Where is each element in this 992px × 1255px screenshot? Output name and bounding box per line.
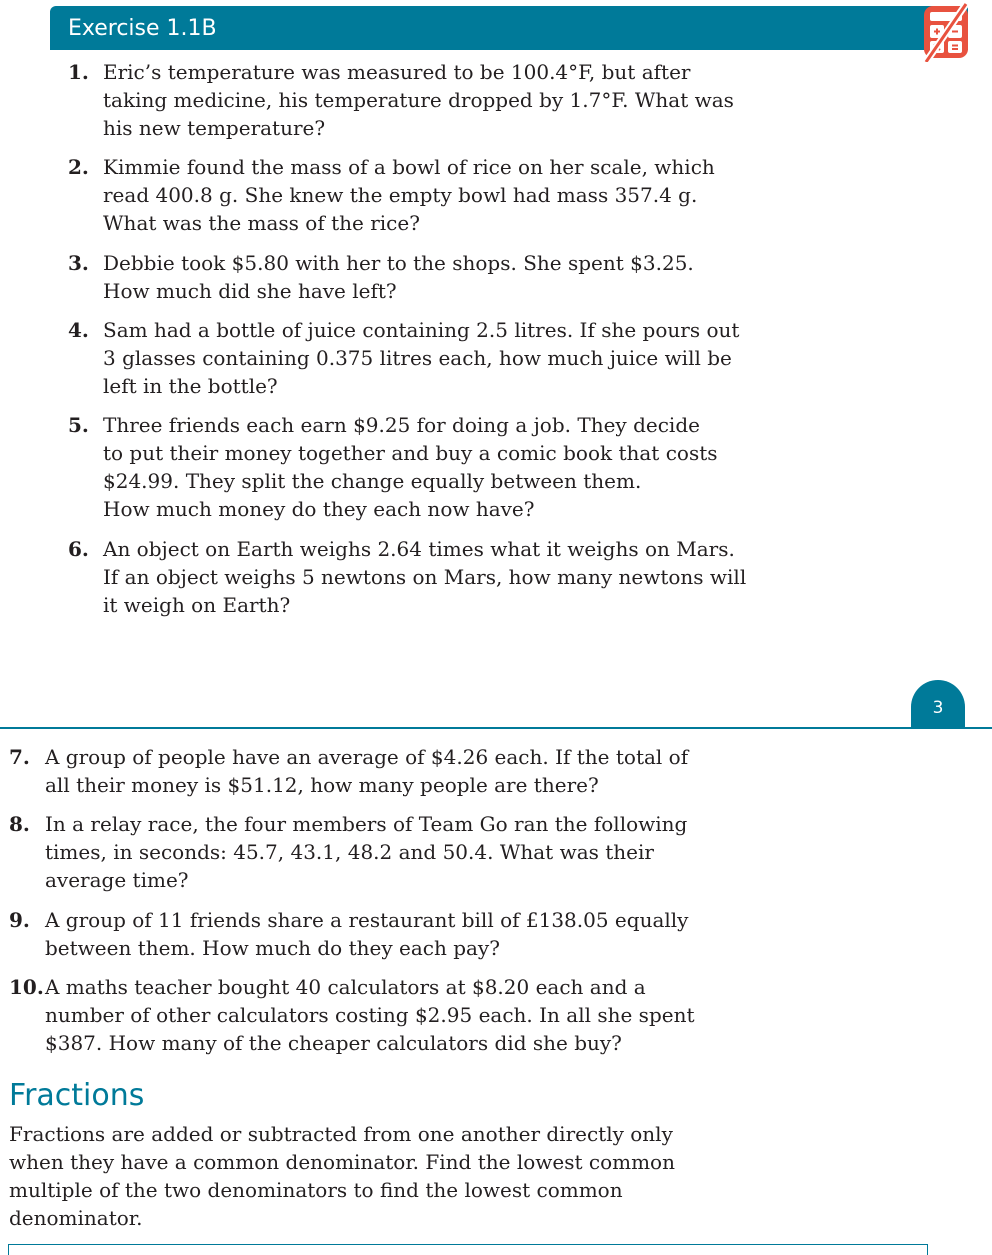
question-line: all their money is $51.12, how many people are there? (45, 773, 599, 797)
question-10 (9, 973, 695, 1057)
question-1 (68, 58, 734, 142)
question-9 (9, 906, 688, 962)
page-number: 3 (932, 698, 944, 718)
question-line: How much did she have left? (103, 279, 397, 303)
question-line: What was the mass of the rice? (103, 211, 420, 235)
question-line: In a relay race, the four members of Team Go ran the following (45, 812, 688, 836)
question-line: An object on Earth weighs 2.64 times what it weighs on Mars. (103, 537, 735, 561)
section-line: multiple of the two denominators to find the lowest common (9, 1178, 623, 1202)
page-divider (0, 727, 992, 729)
question-5 (68, 411, 718, 523)
question-number: 10. (9, 975, 44, 999)
question-number: 1. (68, 60, 89, 84)
section-line: when they have a common denominator. Find the lowest common (9, 1150, 675, 1174)
question-4 (68, 316, 739, 400)
question-line: left in the bottle? (103, 374, 278, 398)
question-line: read 400.8 g. She knew the empty bowl had mass 357.4 g. (103, 183, 698, 207)
question-number: 6. (68, 537, 89, 561)
question-line: between them. How much do they each pay? (45, 936, 500, 960)
question-line: A maths teacher bought 40 calculators at $8.20 each and a (45, 975, 646, 999)
question-line: his new temperature? (103, 116, 326, 140)
question-line: A group of 11 friends share a restaurant bill of £138.05 equally (45, 908, 689, 932)
question-number: 2. (68, 155, 89, 179)
question-line: times, in seconds: 45.7, 43.1, 48.2 and 50.4. What was their (45, 840, 654, 864)
question-line: Debbie took $5.80 with her to the shops. She spent $3.25. (103, 251, 694, 275)
question-number: 4. (68, 318, 89, 342)
question-line: it weigh on Earth? (103, 593, 291, 617)
question-6 (68, 535, 746, 619)
question-line: 3 glasses containing 0.375 litres each, how much juice will be (103, 346, 732, 370)
exercise-title: Exercise 1.1B (68, 16, 217, 41)
question-line: average time? (45, 868, 189, 892)
section-heading: Fractions (9, 1078, 145, 1113)
section-body (9, 1120, 675, 1232)
question-line: If an object weighs 5 newtons on Mars, how many newtons will (103, 565, 747, 589)
question-8 (9, 810, 687, 894)
next-box-border (8, 1244, 928, 1255)
question-line: number of other calculators costing $2.95 each. In all she spent (45, 1003, 695, 1027)
question-number: 8. (9, 812, 30, 836)
question-number: 9. (9, 908, 30, 932)
question-line: $24.99. They split the change equally between them. (103, 469, 642, 493)
section-line: denominator. (9, 1206, 143, 1230)
question-7 (9, 743, 688, 799)
question-2 (68, 153, 715, 237)
question-line: $387. How many of the cheaper calculators did she buy? (45, 1031, 622, 1055)
page-number-badge (911, 680, 965, 728)
question-3 (68, 249, 694, 305)
question-line: to put their money together and buy a comic book that costs (103, 441, 718, 465)
question-line: Sam had a bottle of juice containing 2.5 litres. If she pours out (103, 318, 740, 342)
question-line: Eric’s temperature was measured to be 100.4°F, but after (103, 60, 691, 84)
question-line: taking medicine, his temperature dropped by 1.7°F. What was (103, 88, 734, 112)
question-number: 3. (68, 251, 89, 275)
question-number: 5. (68, 413, 89, 437)
question-line: How much money do they each now have? (103, 497, 535, 521)
section-line: Fractions are added or subtracted from one another directly only (9, 1122, 673, 1146)
question-line: Kimmie found the mass of a bowl of rice on her scale, which (103, 155, 715, 179)
question-number: 7. (9, 745, 30, 769)
question-line: Three friends each earn $9.25 for doing a job. They decide (103, 413, 700, 437)
question-line: A group of people have an average of $4.26 each. If the total of (45, 745, 689, 769)
